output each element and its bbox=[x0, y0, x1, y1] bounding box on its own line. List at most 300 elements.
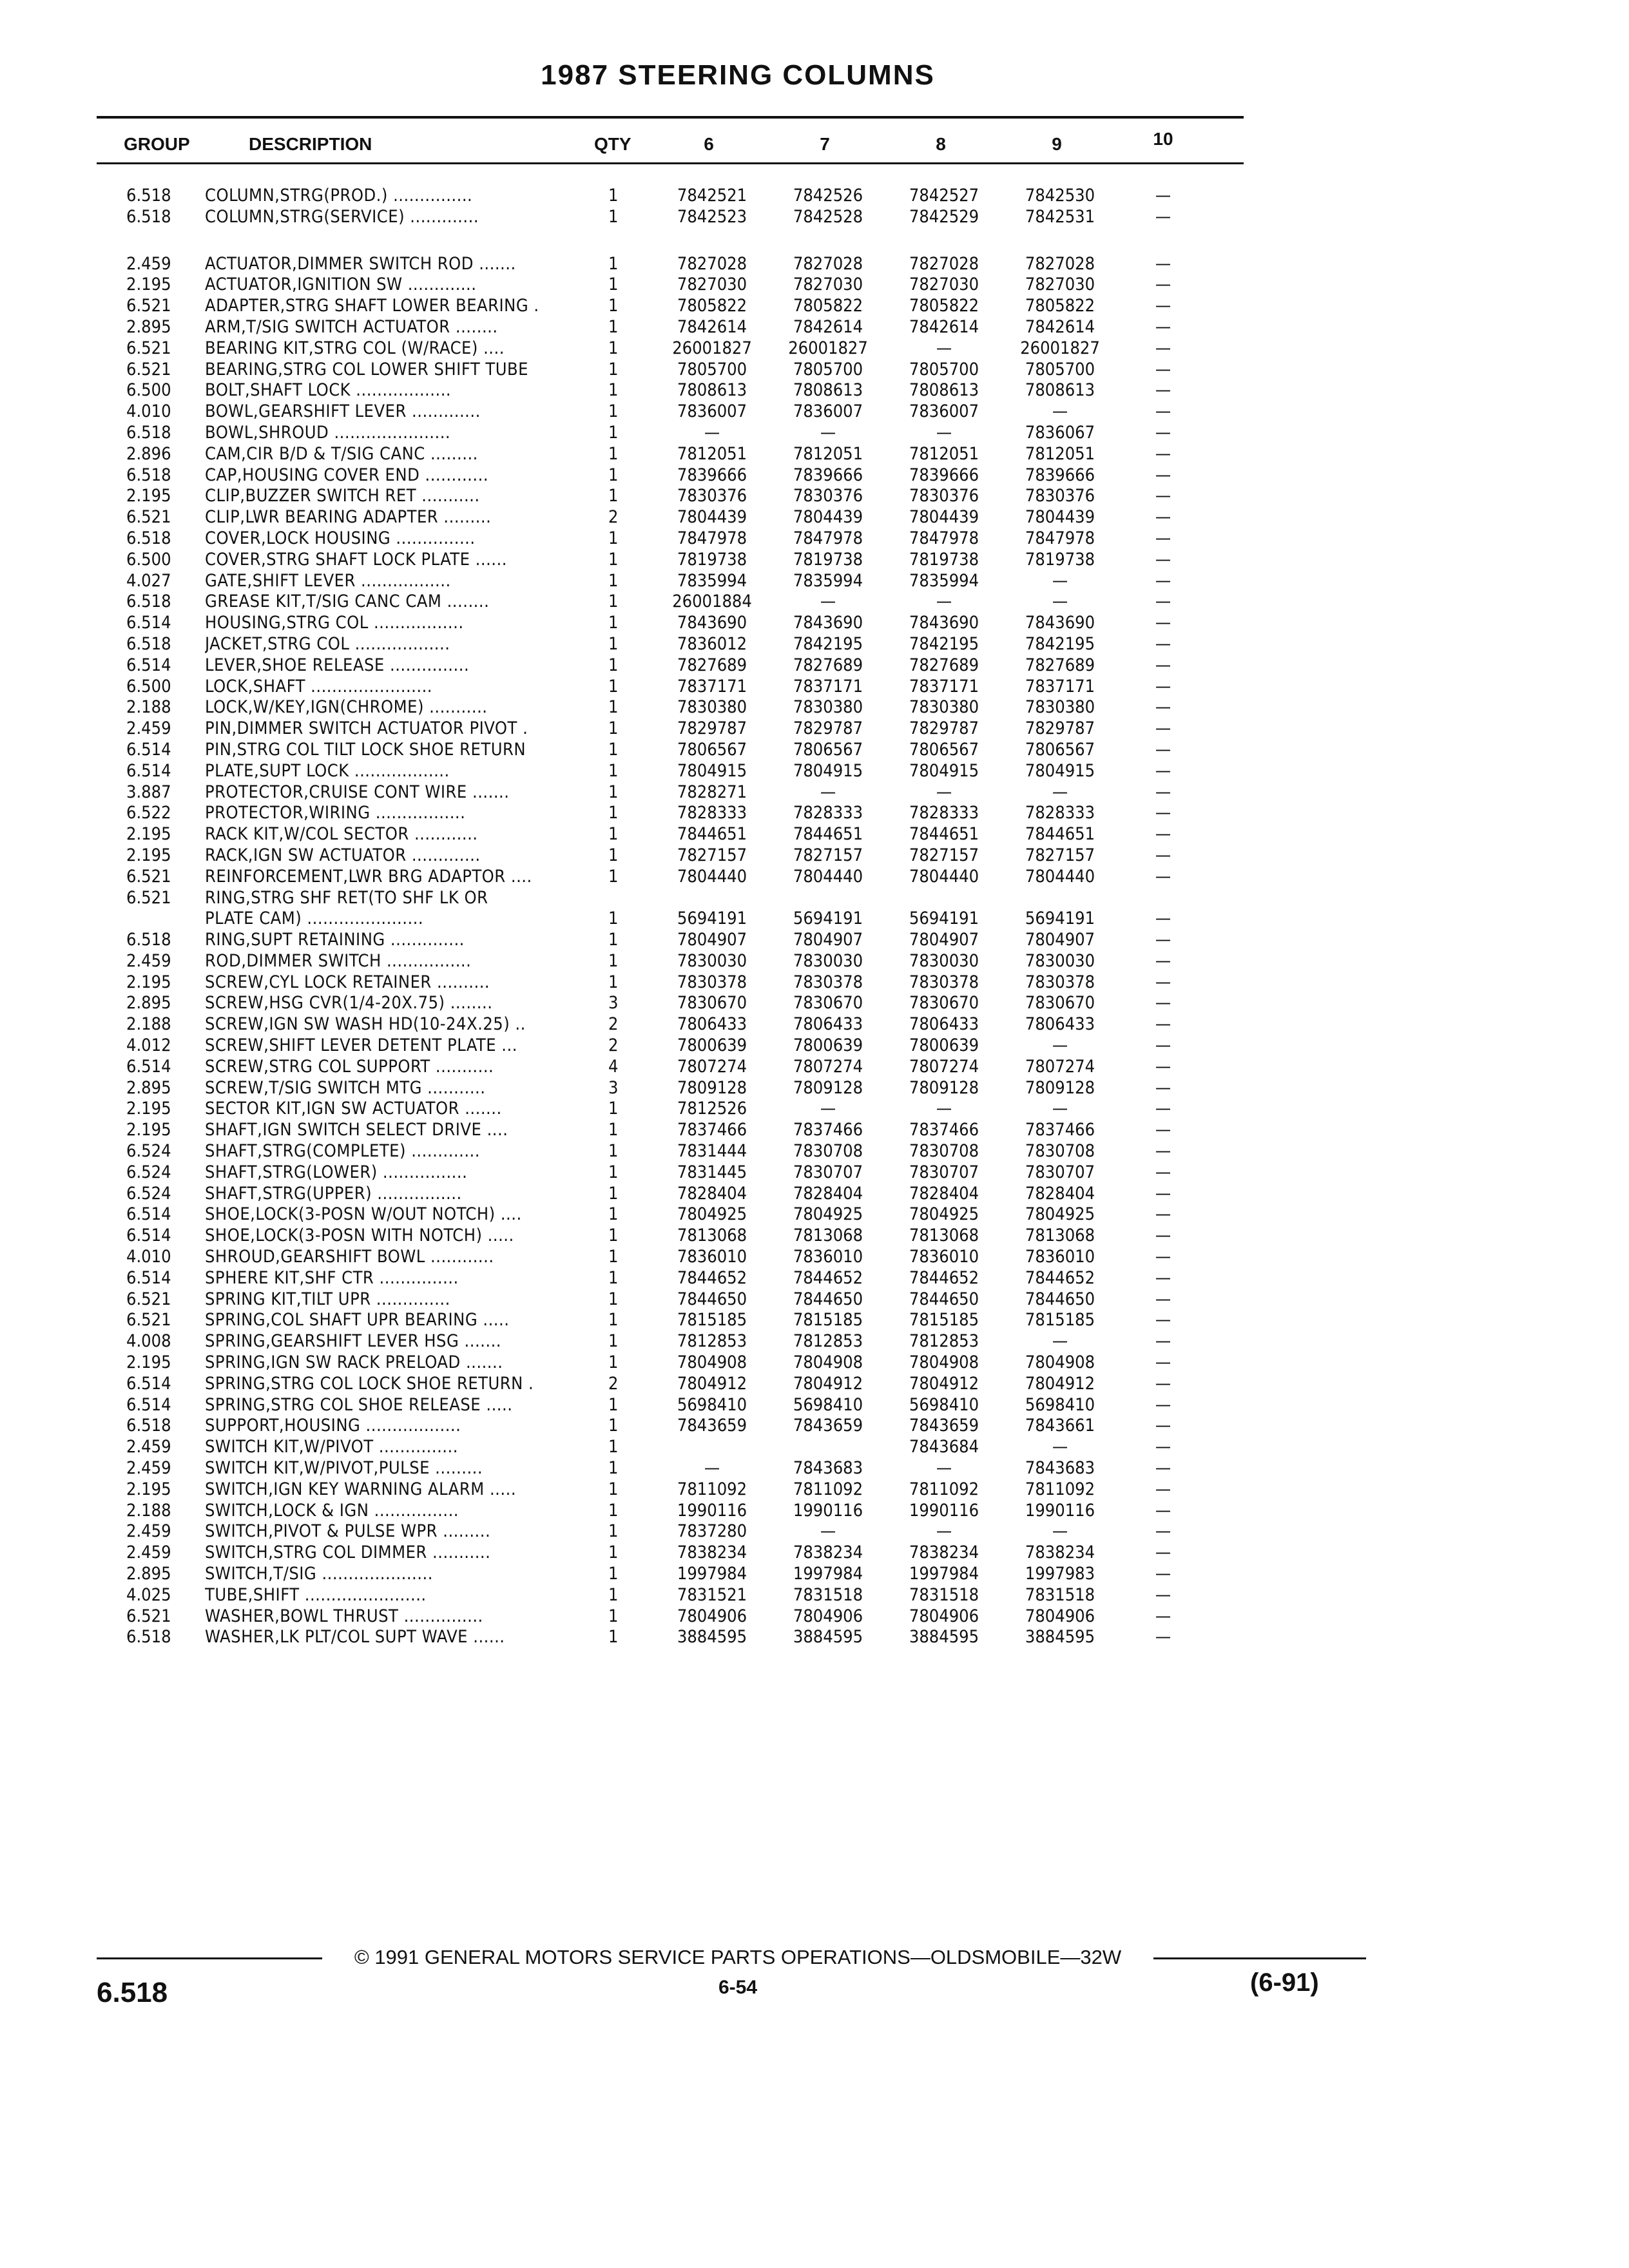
group-cell: 2.895 bbox=[126, 993, 171, 1014]
col-9-cell: — bbox=[1052, 401, 1068, 422]
group-cell: 6.524 bbox=[126, 1183, 171, 1204]
description-cell: CAP,HOUSING COVER END ............ bbox=[205, 465, 489, 485]
group-cell: 6.524 bbox=[126, 1141, 171, 1162]
description-cell: SCREW,IGN SW WASH HD(10-24X.25) .. bbox=[205, 1014, 526, 1035]
col-10-cell: — bbox=[1155, 507, 1171, 528]
col-6-cell: 7838234 bbox=[677, 1542, 747, 1563]
col-10-cell: — bbox=[1155, 697, 1171, 718]
col-9-cell: 7804908 bbox=[1025, 1352, 1095, 1373]
col-8-cell: 7827157 bbox=[909, 845, 979, 865]
table-row bbox=[0, 465, 1629, 486]
table-row bbox=[0, 1437, 1629, 1458]
col-10-cell: — bbox=[1155, 570, 1171, 591]
col-9-cell: 7847978 bbox=[1025, 528, 1095, 548]
group-cell: 2.895 bbox=[126, 1564, 171, 1584]
col-7-cell: 5694191 bbox=[793, 908, 863, 929]
description-cell: COVER,STRG SHAFT LOCK PLATE ...... bbox=[205, 549, 507, 570]
col-9-cell: 7815185 bbox=[1025, 1310, 1095, 1331]
header-bottom-rule bbox=[97, 162, 1244, 164]
col-8-cell: 7812853 bbox=[909, 1331, 979, 1352]
group-cell: 3.887 bbox=[126, 782, 171, 802]
col-9-cell: 1997983 bbox=[1025, 1564, 1095, 1584]
col-6-cell: 7812853 bbox=[677, 1331, 747, 1352]
qty-cell: 2 bbox=[608, 1373, 619, 1394]
col-8-cell: 7804915 bbox=[909, 760, 979, 781]
header-group: GROUP bbox=[124, 134, 190, 154]
qty-cell: 1 bbox=[608, 380, 619, 401]
col-10-cell: — bbox=[1155, 1267, 1171, 1288]
col-9-cell: 7808613 bbox=[1025, 380, 1095, 401]
col-8-cell: 7843659 bbox=[909, 1416, 979, 1436]
table-row bbox=[0, 930, 1629, 951]
table-row bbox=[0, 1204, 1629, 1225]
group-cell: 2.195 bbox=[126, 972, 171, 992]
col-6-cell: 7837280 bbox=[677, 1521, 747, 1542]
header-col-9: 9 bbox=[1052, 134, 1062, 154]
group-cell: 2.195 bbox=[126, 1352, 171, 1373]
col-10-cell: — bbox=[1155, 1373, 1171, 1394]
col-7-cell: 7827028 bbox=[793, 253, 863, 274]
qty-cell: 1 bbox=[608, 359, 619, 380]
col-8-cell: 7844652 bbox=[909, 1267, 979, 1288]
col-9-cell: 7805700 bbox=[1025, 359, 1095, 380]
col-9-cell: 5694191 bbox=[1025, 908, 1095, 929]
description-cell: SWITCH,STRG COL DIMMER ........... bbox=[205, 1542, 491, 1563]
col-7-cell: 7830380 bbox=[793, 697, 863, 718]
table-row bbox=[0, 380, 1629, 401]
col-8-cell: — bbox=[936, 591, 952, 612]
qty-cell: 1 bbox=[608, 866, 619, 887]
qty-cell: 3 bbox=[608, 1077, 619, 1098]
group-cell: 6.518 bbox=[126, 186, 171, 206]
qty-cell: 1 bbox=[608, 486, 619, 506]
group-cell: 2.195 bbox=[126, 1120, 171, 1140]
col-9-cell: 7830378 bbox=[1025, 972, 1095, 992]
group-cell: 2.459 bbox=[126, 1437, 171, 1457]
table-row bbox=[0, 254, 1629, 275]
description-cell: SWITCH,LOCK & IGN ................ bbox=[205, 1500, 459, 1521]
col-7-cell: 7844650 bbox=[793, 1289, 863, 1309]
col-10-cell: — bbox=[1155, 1458, 1171, 1479]
col-6-cell: 7827157 bbox=[677, 845, 747, 865]
col-10-cell: — bbox=[1155, 1056, 1171, 1077]
col-8-cell: 7827028 bbox=[909, 253, 979, 274]
col-9-cell: — bbox=[1052, 591, 1068, 612]
group-cell: 6.518 bbox=[126, 633, 171, 654]
group-cell: 2.895 bbox=[126, 1077, 171, 1098]
description-cell: RING,SUPT RETAINING .............. bbox=[205, 930, 465, 950]
col-10-cell: — bbox=[1155, 1500, 1171, 1521]
qty-cell: 1 bbox=[608, 316, 619, 337]
col-7-cell: 7827030 bbox=[793, 274, 863, 295]
qty-cell: 1 bbox=[608, 1437, 619, 1457]
col-9-cell: 7827028 bbox=[1025, 253, 1095, 274]
table-row bbox=[0, 1120, 1629, 1141]
description-cell: SPRING,GEARSHIFT LEVER HSG ....... bbox=[205, 1331, 502, 1352]
col-8-cell: 7839666 bbox=[909, 465, 979, 485]
table-row bbox=[0, 1564, 1629, 1585]
qty-cell: 1 bbox=[608, 1183, 619, 1204]
group-cell: 6.518 bbox=[126, 591, 171, 612]
table-row bbox=[0, 888, 1629, 909]
col-9-cell: 7804440 bbox=[1025, 866, 1095, 887]
group-cell: 6.514 bbox=[126, 613, 171, 633]
col-8-cell: — bbox=[936, 1099, 952, 1119]
description-cell: SUPPORT,HOUSING .................. bbox=[205, 1416, 461, 1436]
col-10-cell: — bbox=[1155, 633, 1171, 654]
description-cell: HOUSING,STRG COL ................. bbox=[205, 613, 464, 633]
description-cell: SHROUD,GEARSHIFT BOWL ............ bbox=[205, 1247, 494, 1267]
col-7-cell: 7804912 bbox=[793, 1373, 863, 1394]
qty-cell: 1 bbox=[608, 443, 619, 464]
qty-cell: 1 bbox=[608, 1331, 619, 1352]
col-6-cell: — bbox=[704, 422, 720, 443]
col-6-cell: 7847978 bbox=[677, 528, 747, 548]
col-8-cell: 7804912 bbox=[909, 1373, 979, 1394]
col-10-cell: — bbox=[1155, 803, 1171, 823]
qty-cell: 1 bbox=[608, 908, 619, 929]
qty-cell: 1 bbox=[608, 1204, 619, 1225]
group-cell: 4.025 bbox=[126, 1584, 171, 1605]
description-cell: PLATE CAM) ...................... bbox=[205, 908, 424, 929]
qty-cell: 3 bbox=[608, 993, 619, 1014]
col-6-cell: 7804906 bbox=[677, 1606, 747, 1626]
qty-cell: 1 bbox=[608, 1267, 619, 1288]
description-cell: SWITCH,T/SIG ..................... bbox=[205, 1564, 433, 1584]
table-row bbox=[0, 655, 1629, 677]
qty-cell: 1 bbox=[608, 1225, 619, 1246]
table-row bbox=[0, 1585, 1629, 1606]
col-6-cell: 7804915 bbox=[677, 760, 747, 781]
col-8-cell: 5698410 bbox=[909, 1394, 979, 1415]
description-cell: SHAFT,IGN SWITCH SELECT DRIVE .... bbox=[205, 1120, 508, 1140]
col-7-cell: 7829787 bbox=[793, 718, 863, 739]
col-8-cell: 7844650 bbox=[909, 1289, 979, 1309]
qty-cell: 1 bbox=[608, 676, 619, 697]
col-6-cell: 1997984 bbox=[677, 1564, 747, 1584]
col-7-cell: 7806433 bbox=[793, 1014, 863, 1035]
group-cell: 6.522 bbox=[126, 803, 171, 823]
col-10-cell: — bbox=[1155, 760, 1171, 781]
col-7-cell: 7847978 bbox=[793, 528, 863, 548]
table-row bbox=[0, 613, 1629, 634]
qty-cell: 1 bbox=[608, 1564, 619, 1584]
group-cell: 2.195 bbox=[126, 1099, 171, 1119]
col-8-cell: 7828333 bbox=[909, 803, 979, 823]
col-9-cell: 7809128 bbox=[1025, 1077, 1095, 1098]
col-6-cell: 7829787 bbox=[677, 718, 747, 739]
description-cell: ADAPTER,STRG SHAFT LOWER BEARING . bbox=[205, 296, 539, 316]
col-8-cell: 7815185 bbox=[909, 1310, 979, 1331]
col-8-cell: — bbox=[936, 1521, 952, 1542]
col-9-cell: 7804439 bbox=[1025, 507, 1095, 528]
col-9-cell: 7838234 bbox=[1025, 1542, 1095, 1563]
col-6-cell: 7804908 bbox=[677, 1352, 747, 1373]
col-7-cell: 7808613 bbox=[793, 380, 863, 401]
col-6-cell: 7830378 bbox=[677, 972, 747, 992]
col-6-cell: 7807274 bbox=[677, 1056, 747, 1077]
col-8-cell: 1997984 bbox=[909, 1564, 979, 1584]
qty-cell: 1 bbox=[608, 845, 619, 865]
col-8-cell: 5694191 bbox=[909, 908, 979, 929]
col-7-cell: 7837466 bbox=[793, 1120, 863, 1140]
description-cell: SHAFT,STRG(UPPER) ................ bbox=[205, 1183, 462, 1204]
description-cell: SPRING,STRG COL SHOE RELEASE ..... bbox=[205, 1394, 513, 1415]
col-10-cell: — bbox=[1155, 1542, 1171, 1563]
col-7-cell: 7809128 bbox=[793, 1077, 863, 1098]
col-6-cell: 7819738 bbox=[677, 549, 747, 570]
table-row bbox=[0, 1521, 1629, 1542]
table-row bbox=[0, 1395, 1629, 1416]
col-10-cell: — bbox=[1155, 549, 1171, 570]
col-10-cell: — bbox=[1155, 930, 1171, 950]
col-9-cell: 3884595 bbox=[1025, 1627, 1095, 1648]
col-6-cell: 7843659 bbox=[677, 1416, 747, 1436]
qty-cell: 1 bbox=[608, 782, 619, 802]
col-6-cell: 7805822 bbox=[677, 296, 747, 316]
col-8-cell: 7831518 bbox=[909, 1584, 979, 1605]
qty-cell: 1 bbox=[608, 950, 619, 971]
table-row bbox=[0, 1627, 1629, 1648]
table-row bbox=[0, 591, 1629, 613]
col-6-cell: 7831521 bbox=[677, 1584, 747, 1605]
col-7-cell: 7827157 bbox=[793, 845, 863, 865]
group-cell: 6.514 bbox=[126, 1225, 171, 1246]
qty-cell: 1 bbox=[608, 401, 619, 422]
group-cell: 6.518 bbox=[126, 930, 171, 950]
col-7-cell: 7807274 bbox=[793, 1056, 863, 1077]
col-6-cell: 26001884 bbox=[672, 591, 752, 612]
col-6-cell: 7827028 bbox=[677, 253, 747, 274]
col-6-cell: 7837466 bbox=[677, 1120, 747, 1140]
col-7-cell: 7804440 bbox=[793, 866, 863, 887]
description-cell: CLIP,LWR BEARING ADAPTER ......... bbox=[205, 507, 492, 528]
col-7-cell: 1997984 bbox=[793, 1564, 863, 1584]
col-9-cell: 7836067 bbox=[1025, 422, 1095, 443]
header-col-8: 8 bbox=[936, 134, 946, 154]
col-6-cell: 7828333 bbox=[677, 803, 747, 823]
col-8-cell: 7805822 bbox=[909, 296, 979, 316]
col-8-cell: 7842195 bbox=[909, 633, 979, 654]
table-row bbox=[0, 550, 1629, 571]
col-7-cell: 7819738 bbox=[793, 549, 863, 570]
col-10-cell: — bbox=[1155, 613, 1171, 633]
col-8-cell: 7830380 bbox=[909, 697, 979, 718]
qty-cell: 1 bbox=[608, 338, 619, 358]
col-10-cell: — bbox=[1155, 993, 1171, 1014]
col-9-cell: 7811092 bbox=[1025, 1479, 1095, 1499]
description-cell: SWITCH KIT,W/PIVOT,PULSE ......... bbox=[205, 1458, 483, 1479]
group-cell: 2.195 bbox=[126, 845, 171, 865]
qty-cell: 1 bbox=[608, 465, 619, 485]
col-9-cell: 7812051 bbox=[1025, 443, 1095, 464]
col-10-cell: — bbox=[1155, 1627, 1171, 1648]
col-10-cell: — bbox=[1155, 186, 1171, 206]
group-cell: 2.895 bbox=[126, 316, 171, 337]
table-row bbox=[0, 228, 1629, 254]
col-7-cell: 7811092 bbox=[793, 1479, 863, 1499]
col-9-cell: — bbox=[1052, 1099, 1068, 1119]
qty-cell: 1 bbox=[608, 549, 619, 570]
col-9-cell: 7830376 bbox=[1025, 486, 1095, 506]
col-6-cell: 7843690 bbox=[677, 613, 747, 633]
table-row bbox=[0, 1331, 1629, 1352]
description-cell: WASHER,BOWL THRUST ............... bbox=[205, 1606, 483, 1626]
col-8-cell: 1990116 bbox=[909, 1500, 979, 1521]
qty-cell: 1 bbox=[608, 1479, 619, 1499]
group-cell: 4.012 bbox=[126, 1035, 171, 1056]
table-row bbox=[0, 740, 1629, 761]
col-6-cell: — bbox=[704, 1458, 720, 1479]
col-10-cell: — bbox=[1155, 845, 1171, 865]
col-7-cell: 7837171 bbox=[793, 676, 863, 697]
group-cell: 6.521 bbox=[126, 338, 171, 358]
group-cell: 2.188 bbox=[126, 697, 171, 718]
col-8-cell: 7828404 bbox=[909, 1183, 979, 1204]
qty-cell: 1 bbox=[608, 206, 619, 227]
table-row bbox=[0, 274, 1629, 296]
table-row bbox=[0, 507, 1629, 528]
col-8-cell: 7830670 bbox=[909, 993, 979, 1014]
table-row bbox=[0, 718, 1629, 740]
qty-cell: 1 bbox=[608, 930, 619, 950]
col-9-cell: 7827157 bbox=[1025, 845, 1095, 865]
header-qty: QTY bbox=[594, 134, 631, 154]
header-col-7: 7 bbox=[820, 134, 830, 154]
col-9-cell: 7813068 bbox=[1025, 1225, 1095, 1246]
page-title: 1987 STEERING COLUMNS bbox=[541, 59, 935, 91]
col-7-cell: 7843683 bbox=[793, 1458, 863, 1479]
col-6-cell: 26001827 bbox=[672, 338, 752, 358]
col-8-cell: 7836010 bbox=[909, 1247, 979, 1267]
col-7-cell: — bbox=[820, 422, 836, 443]
col-7-cell: 1990116 bbox=[793, 1500, 863, 1521]
col-10-cell: — bbox=[1155, 359, 1171, 380]
group-cell: 2.459 bbox=[126, 1521, 171, 1542]
description-cell: SPRING,STRG COL LOCK SHOE RETURN . bbox=[205, 1373, 534, 1394]
col-9-cell: 7828404 bbox=[1025, 1183, 1095, 1204]
description-cell: COVER,LOCK HOUSING ............... bbox=[205, 528, 476, 548]
qty-cell: 1 bbox=[608, 1247, 619, 1267]
qty-cell: 1 bbox=[608, 1099, 619, 1119]
table-row bbox=[0, 951, 1629, 972]
col-10-cell: — bbox=[1155, 655, 1171, 675]
col-8-cell: 7804906 bbox=[909, 1606, 979, 1626]
table-row bbox=[0, 1458, 1629, 1479]
group-cell: 2.195 bbox=[126, 1479, 171, 1499]
col-7-cell: 7830376 bbox=[793, 486, 863, 506]
col-7-cell: 7844652 bbox=[793, 1267, 863, 1288]
table-row bbox=[0, 1225, 1629, 1247]
group-cell: 6.521 bbox=[126, 1289, 171, 1309]
table-row bbox=[0, 423, 1629, 444]
col-7-cell: 7804925 bbox=[793, 1204, 863, 1225]
table-row bbox=[0, 528, 1629, 550]
col-9-cell: 7804925 bbox=[1025, 1204, 1095, 1225]
qty-cell: 1 bbox=[608, 718, 619, 739]
col-6-cell: 7806567 bbox=[677, 739, 747, 760]
table-row bbox=[0, 1057, 1629, 1078]
table-row bbox=[0, 1014, 1629, 1035]
col-9-cell: 7807274 bbox=[1025, 1056, 1095, 1077]
group-cell: 4.027 bbox=[126, 570, 171, 591]
col-7-cell: 7830707 bbox=[793, 1162, 863, 1182]
description-cell: CLIP,BUZZER SWITCH RET ........... bbox=[205, 486, 480, 506]
table-row bbox=[0, 1099, 1629, 1120]
col-10-cell: — bbox=[1155, 1035, 1171, 1056]
qty-cell: 1 bbox=[608, 1416, 619, 1436]
col-9-cell: 7830707 bbox=[1025, 1162, 1095, 1182]
col-10-cell: — bbox=[1155, 782, 1171, 802]
description-cell: PROTECTOR,WIRING ................. bbox=[205, 803, 466, 823]
description-cell: TUBE,SHIFT ....................... bbox=[205, 1584, 427, 1605]
col-6-cell: 7837171 bbox=[677, 676, 747, 697]
col-8-cell: 7809128 bbox=[909, 1077, 979, 1098]
col-10-cell: — bbox=[1155, 1247, 1171, 1267]
col-10-cell: — bbox=[1155, 1141, 1171, 1162]
table-row bbox=[0, 761, 1629, 782]
description-cell: GATE,SHIFT LEVER ................. bbox=[205, 570, 451, 591]
group-cell: 2.459 bbox=[126, 253, 171, 274]
col-9-cell: 7830670 bbox=[1025, 993, 1095, 1014]
col-9-cell: 7804907 bbox=[1025, 930, 1095, 950]
col-10-cell: — bbox=[1155, 676, 1171, 697]
qty-cell: 1 bbox=[608, 1458, 619, 1479]
col-8-cell: — bbox=[936, 338, 952, 358]
group-cell: 6.518 bbox=[126, 465, 171, 485]
qty-cell: 1 bbox=[608, 1500, 619, 1521]
parts-table bbox=[0, 186, 1629, 1648]
group-cell: 6.518 bbox=[126, 528, 171, 548]
col-8-cell: 7842614 bbox=[909, 316, 979, 337]
group-cell: 6.521 bbox=[126, 359, 171, 380]
table-row bbox=[0, 1374, 1629, 1395]
description-cell: RACK,IGN SW ACTUATOR ............. bbox=[205, 845, 481, 865]
col-6-cell: 7844652 bbox=[677, 1267, 747, 1288]
col-8-cell: 7812051 bbox=[909, 443, 979, 464]
col-7-cell: 7804907 bbox=[793, 930, 863, 950]
col-7-cell: 7842528 bbox=[793, 206, 863, 227]
group-cell: 2.459 bbox=[126, 718, 171, 739]
description-cell: PROTECTOR,CRUISE CONT WIRE ....... bbox=[205, 782, 510, 802]
qty-cell: 1 bbox=[608, 1521, 619, 1542]
col-10-cell: — bbox=[1155, 1584, 1171, 1605]
table-row bbox=[0, 1501, 1629, 1522]
col-6-cell: 7839666 bbox=[677, 465, 747, 485]
col-9-cell: — bbox=[1052, 570, 1068, 591]
col-8-cell: 7804439 bbox=[909, 507, 979, 528]
col-9-cell: — bbox=[1052, 1035, 1068, 1056]
table-row bbox=[0, 1141, 1629, 1162]
col-10-cell: — bbox=[1155, 1014, 1171, 1035]
description-cell: SCREW,SHIFT LEVER DETENT PLATE ... bbox=[205, 1035, 517, 1056]
table-row bbox=[0, 1268, 1629, 1289]
header-top-rule bbox=[97, 116, 1244, 119]
group-cell: 6.514 bbox=[126, 1394, 171, 1415]
col-8-cell: 7838234 bbox=[909, 1542, 979, 1563]
description-cell: LOCK,W/KEY,IGN(CHROME) ........... bbox=[205, 697, 488, 718]
description-cell: SPRING KIT,TILT UPR .............. bbox=[205, 1289, 450, 1309]
col-6-cell: 7806433 bbox=[677, 1014, 747, 1035]
col-9-cell: 7805822 bbox=[1025, 296, 1095, 316]
col-6-cell: 7811092 bbox=[677, 1479, 747, 1499]
description-cell: SPHERE KIT,SHF CTR ............... bbox=[205, 1267, 459, 1288]
qty-cell: 1 bbox=[608, 1310, 619, 1331]
footer-page-number: 6-54 bbox=[718, 1977, 758, 1998]
col-8-cell: 7807274 bbox=[909, 1056, 979, 1077]
description-cell: RACK KIT,W/COL SECTOR ............ bbox=[205, 824, 478, 845]
col-8-cell: — bbox=[936, 1458, 952, 1479]
